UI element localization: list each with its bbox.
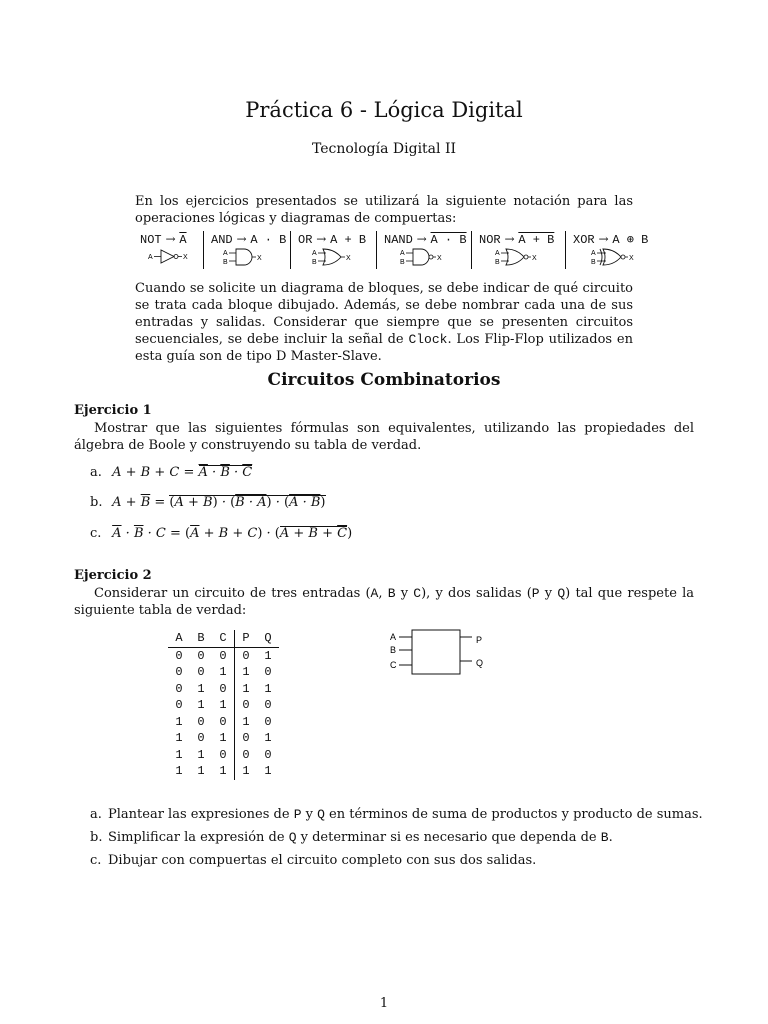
table-row [168,697,279,714]
gate-input-label: B [312,259,317,266]
arrow: → [598,232,609,246]
exercise-1-statement: Mostrar que las siguientes fórmulas son equivalentes, utilizando las propiedades del álgebra de Boole y construyendo su tabla de verdad. [74,421,694,453]
table-row [168,647,279,664]
table-cell: 1 [175,747,183,762]
table-cell: 0 [197,731,205,746]
xor-gate-icon [591,247,643,269]
item-letter: c. [90,853,102,868]
page-number: 1 [379,996,389,1011]
gate-output-label: X [346,255,351,262]
gate-label: XOR [573,233,595,247]
table-cell: 0 [264,714,272,729]
text: Simplificar la expresión de [108,830,289,845]
table-row [168,730,279,747]
table-cell: 0 [219,681,227,696]
text: en términos de suma de productos y producto de sumas. [324,807,703,822]
table-cell: 0 [197,648,205,663]
gate-output-label: X [183,254,188,261]
gate-notation [140,231,660,271]
table-cell: 1 [264,731,272,746]
column-header: C [212,630,235,647]
item-letter: c. [90,526,102,541]
or-gate-icon [312,247,362,269]
arrow: → [236,232,247,246]
nand-gate-icon [400,247,450,269]
gate-expression: A + B [330,233,367,247]
and-gate-icon [223,247,273,269]
table-cell: 0 [235,697,258,714]
table-cell: 0 [264,747,272,762]
signal-name: B [387,586,396,601]
signal-name: Q [317,807,325,822]
item-letter: b. [90,495,103,510]
item-letter: b. [90,830,103,845]
table-cell: 1 [235,714,258,731]
table-cell: 0 [235,747,258,764]
gate-nor [479,231,563,271]
column-header: Q [257,630,279,647]
page-title: Práctica 6 - Lógica Digital [245,98,523,122]
gate-or [298,231,378,271]
table-cell: 0 [219,648,227,663]
table-row [168,714,279,731]
block-diagram [388,628,498,680]
table-cell: 0 [197,665,205,680]
table-cell: 1 [219,665,227,680]
arrow: → [504,232,515,246]
table-cell: 0 [219,747,227,762]
item-letter: a. [90,465,102,480]
table-row [168,763,279,780]
exercise-1-heading: Ejercicio 1 [74,403,152,418]
text: ) tal que respete la siguiente tabla de verdad: [74,586,694,618]
text: ), y dos salidas ( [421,586,532,601]
column-header: B [190,630,212,647]
gate-label: OR [298,233,313,247]
gate-expression: A ⊕ B [612,233,649,247]
column-header: A [168,630,190,647]
table-cell: 1 [264,681,272,696]
table-cell: 0 [264,665,272,680]
gate-output-label: X [532,255,537,262]
table-cell: 0 [264,698,272,713]
arrow: → [165,232,176,246]
table-cell: 1 [235,664,258,681]
table-cell: 1 [175,731,183,746]
table-cell: 1 [235,763,258,780]
gate-input-label: A [148,254,153,261]
table-header-row [168,630,279,647]
table-cell: 1 [264,648,272,663]
table-cell: 1 [197,681,205,696]
signal-name: P [531,586,540,601]
exercise-2-statement [74,585,694,619]
gate-output-label: X [437,255,442,262]
text: y determinar si es necesario que dependa de [296,830,601,845]
gate-input-label: A [591,250,596,257]
text: y [539,586,558,601]
gate-input-label: A [400,250,405,257]
table-cell: 1 [219,698,227,713]
formula-c: $\overline{A} \cdot \overline{B} \cdot C = (\overline{A} + B + C) \cdot (A + B + \overline{C})$ [112,526,353,541]
table-cell: 1 [197,747,205,762]
gate-output-label: X [257,255,262,262]
signal-name: Q [288,830,297,845]
table-cell: 0 [175,681,183,696]
not-gate-icon [148,247,198,269]
table-cell: 1 [219,731,227,746]
signal-name: A [370,586,379,601]
gate-nand [384,231,468,271]
signal-name: P [293,807,302,822]
usage-paragraph [135,280,633,365]
table-cell: 0 [219,714,227,729]
table-cell: 1 [264,764,272,779]
clock-signal: Clock [408,332,448,347]
table-row [168,681,279,698]
text: y [301,807,318,822]
table-cell: 0 [175,648,183,663]
exercise-1-item-b [90,495,326,510]
table-row [168,747,279,764]
gate-label: NAND [384,233,413,247]
signal-name: C [413,586,422,601]
gate-label: NOR [479,233,501,247]
text: y [395,586,414,601]
exercise-1-item-c [90,526,352,541]
gate-input-label: B [495,259,500,266]
gate-expression: A + B [518,233,555,247]
block-input-label: C [390,660,397,670]
exercise-2-item-a [90,807,703,822]
gate-output-label: X [629,255,634,262]
exercise-1-item-a [90,465,252,480]
table-cell: 1 [219,764,227,779]
table-cell: 0 [175,665,183,680]
text: . [608,830,613,845]
formula-a: $A + B + C = \overline{A} \cdot \overline{B} \cdot \overline{C}$ [112,465,253,480]
gate-input-label: A [495,250,500,257]
table-cell: 1 [175,764,183,779]
intro-paragraph: En los ejercicios presentados se utilizará la siguiente notación para las operaciones lógicas y diagramas de compuertas: [135,194,633,226]
gate-xor [573,231,659,271]
exercise-2-item-c [90,853,536,868]
truth-table [168,630,279,780]
gate-input-label: B [223,259,228,266]
gate-and [211,231,291,271]
block-output-label: Q [476,658,484,668]
table-cell: 0 [197,714,205,729]
gate-expression: A · B [430,233,467,247]
gate-input-label: A [312,250,317,257]
text: Considerar un circuito de tres entradas ( [94,586,371,601]
signal-name: B [600,830,609,845]
gate-input-label: B [591,259,596,266]
usage-text: Cuando se solicite un diagrama de bloques, se debe indicar de qué circuito se trata cada bloque dibujado. Además, se debe nombrar cada una de sus entradas y salidas. Considerar que siempre que se presenten circuitos secuenciales, se debe incluir la señal de [135,281,633,347]
gate-input-label: A [223,250,228,257]
item-letter: a. [90,807,102,822]
column-header: P [235,630,258,647]
table-cell: 0 [175,698,183,713]
block-input-label: A [390,632,397,642]
gate-label: NOT [140,233,162,247]
block-input-label: B [390,645,397,655]
table-cell: 1 [197,698,205,713]
page-subtitle: Tecnología Digital II [311,141,457,157]
formula-b: $A + \overline{B} = (A + B) \cdot (B \cdot A) \cdot (A \cdot B)$ [112,495,326,510]
signal-name: Q [557,586,566,601]
nor-gate-icon [495,247,545,269]
arrow: → [416,232,427,246]
table-cell: 1 [175,714,183,729]
gate-label: AND [211,233,233,247]
table-cell: 0 [235,730,258,747]
gate-input-label: B [400,259,405,266]
arrow: → [316,232,327,246]
table-row [168,664,279,681]
exercise-2-item-b [90,830,613,845]
gate-expression: A · B [250,233,287,247]
section-heading: Circuitos Combinatorios [267,370,501,390]
text: Dibujar con compuertas el circuito completo con sus dos salidas. [108,853,537,868]
gate-expression: $\overline{A}$ [179,233,187,247]
text: Plantear las expresiones de [108,807,294,822]
table-cell: 1 [235,681,258,698]
table-cell: 0 [235,647,258,664]
exercise-2-heading: Ejercicio 2 [74,568,152,583]
text: , [378,586,388,601]
table-cell: 1 [197,764,205,779]
usage-text: . Los Flip-Flop utilizados en esta guía son de tipo D Master-Slave. [135,332,633,364]
gate-not [140,231,200,271]
block-output-label: P [476,635,483,645]
